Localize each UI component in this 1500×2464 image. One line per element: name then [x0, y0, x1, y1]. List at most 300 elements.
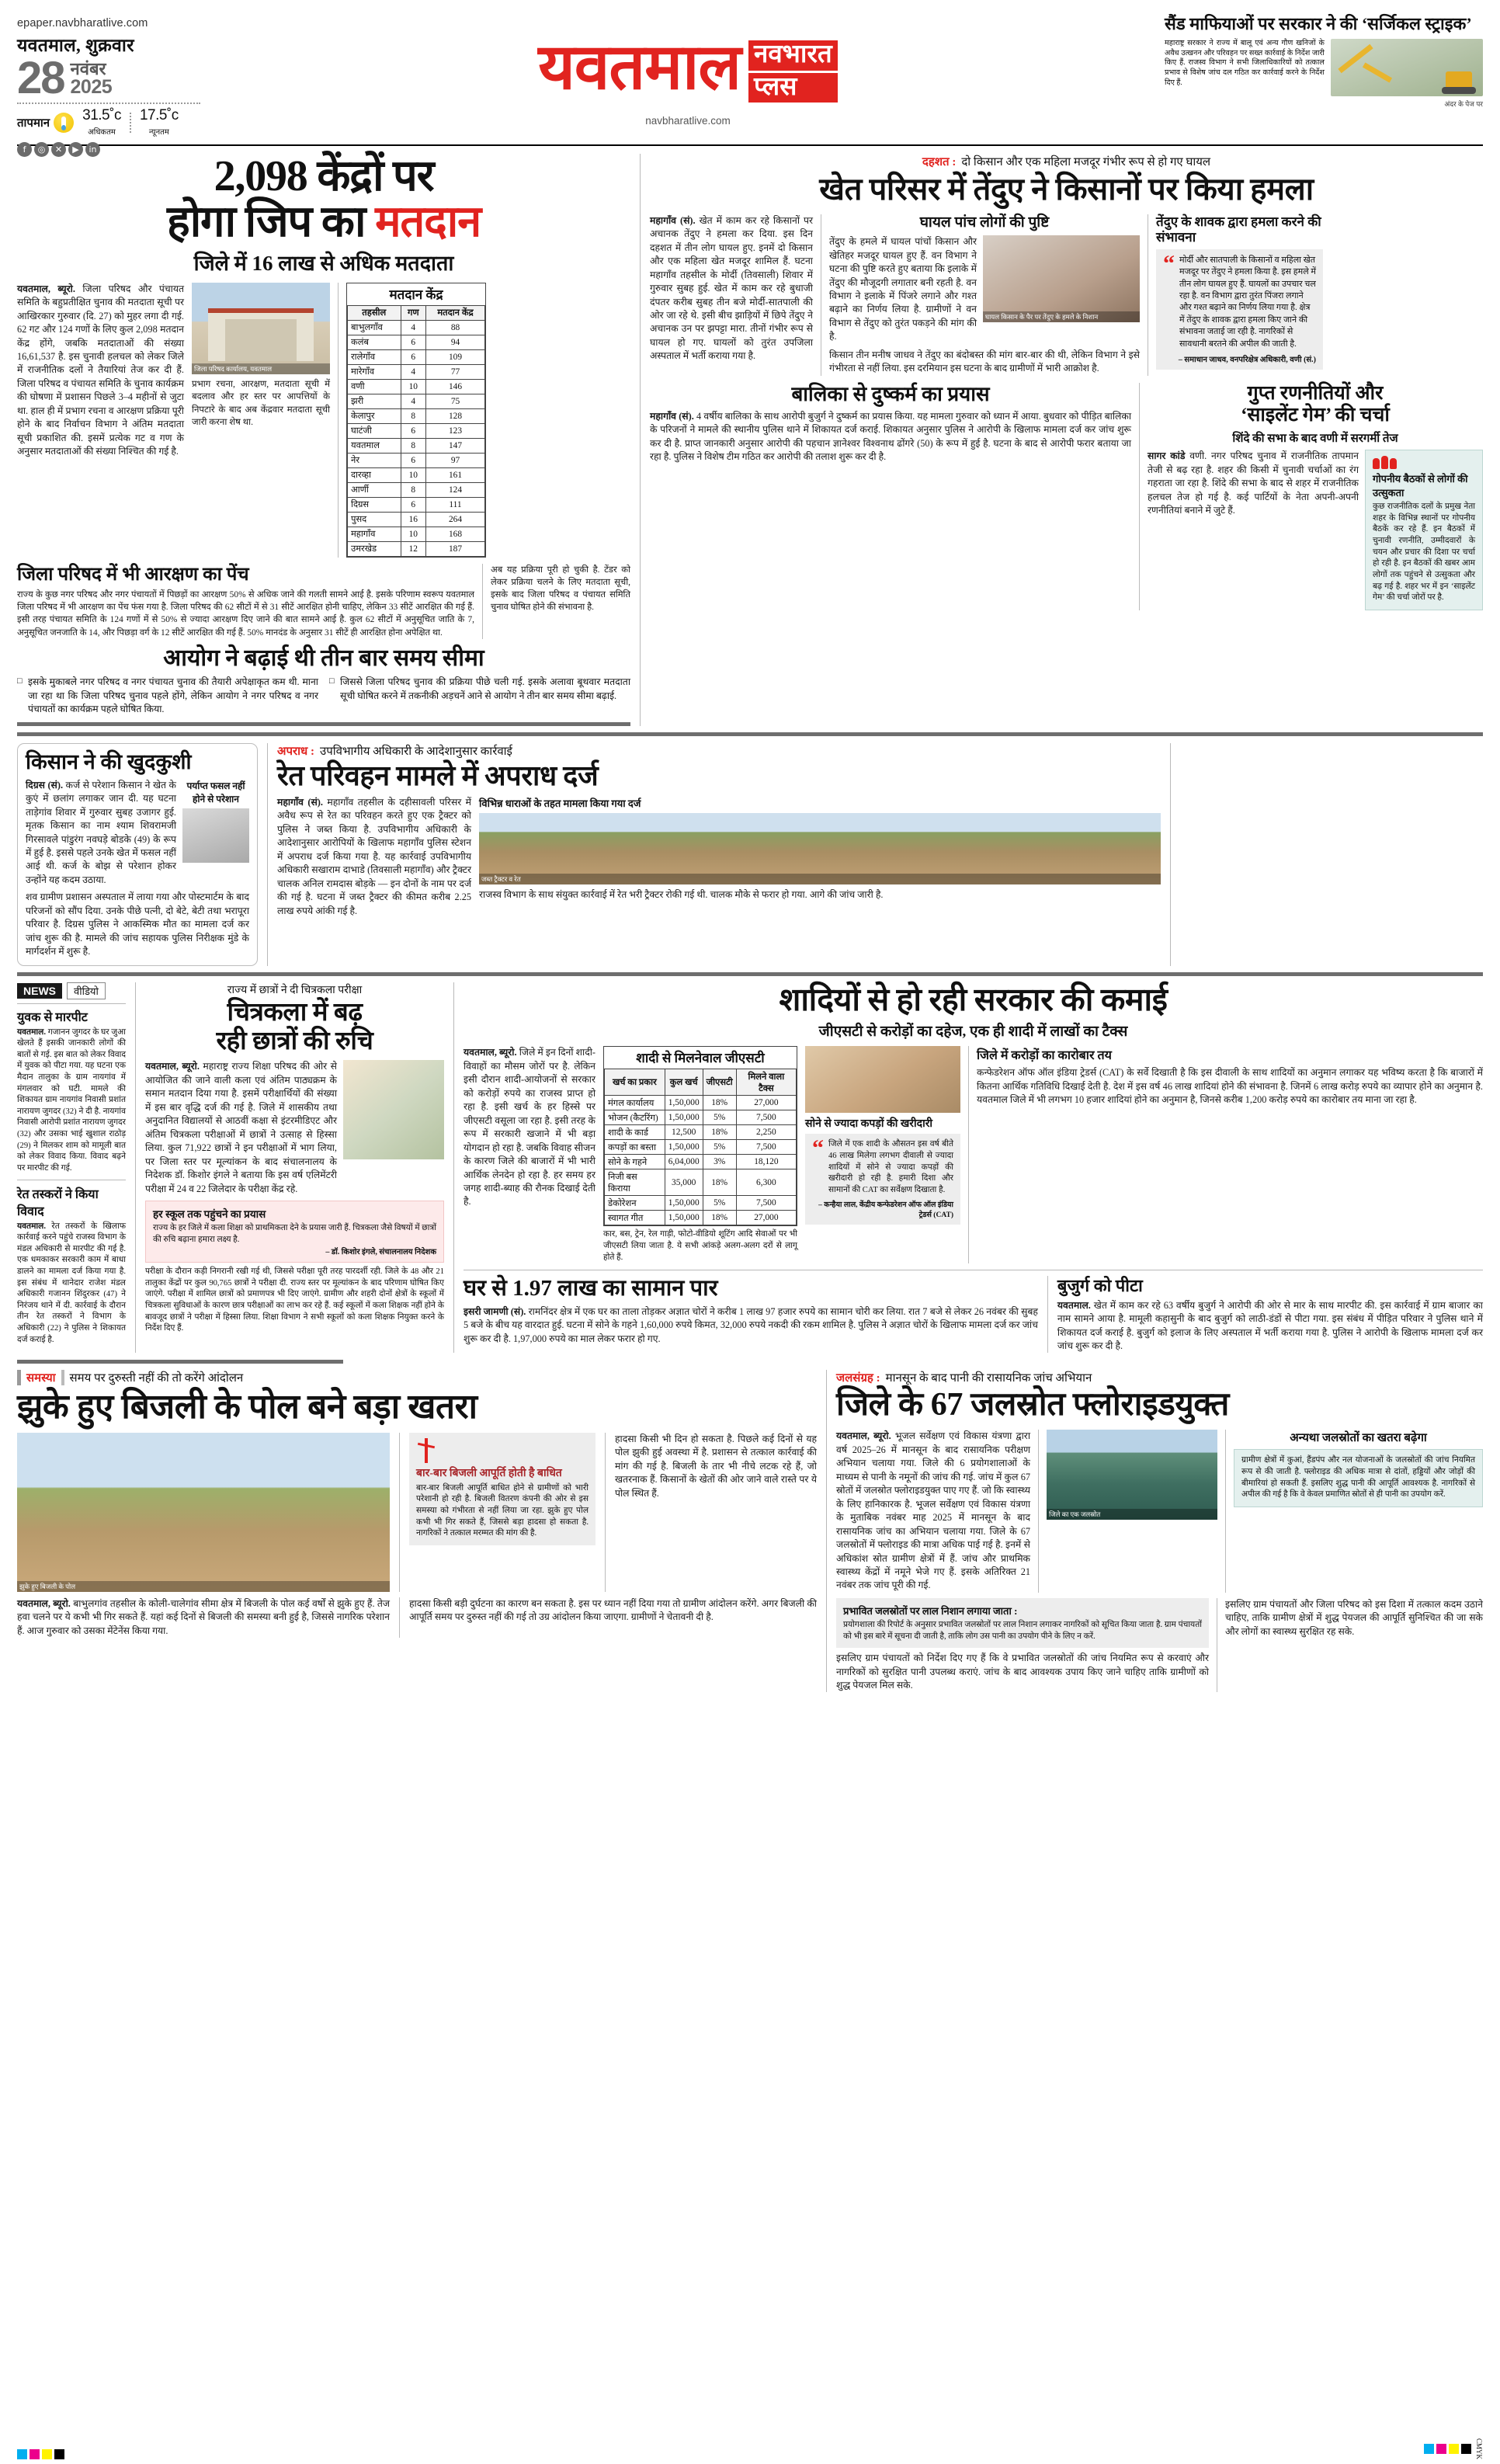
gold-title[interactable]: सोने से ज्यादा कपड़ों की खरीदारी — [805, 1118, 933, 1131]
photo-caption: झुके हुए बिजली के पोल — [17, 1581, 390, 1592]
table-cell: 18% — [703, 1125, 736, 1140]
table-title: शादी से मिलनेवाल जीएसटी — [636, 1051, 765, 1066]
table-row — [348, 541, 485, 556]
kicker-tag: अपराध : — [277, 745, 314, 758]
power-kicker — [17, 1370, 817, 1385]
leopard-quote-box — [1156, 249, 1323, 370]
table-cell: 5% — [703, 1140, 736, 1155]
masthead-logo — [211, 14, 1165, 127]
table-row — [605, 1096, 797, 1110]
instagram-icon[interactable]: ◎ — [34, 142, 49, 157]
date-year: 2025 — [70, 76, 113, 98]
table-cell: 12 — [401, 541, 426, 556]
table-row — [348, 497, 485, 512]
gst-right-title[interactable]: जिले में करोड़ों का कारोबार तय — [977, 1049, 1112, 1063]
promo-headline[interactable]: सैंड माफियाओं पर सरकार ने की ‘सर्जिकल स्ट्राइक’ — [1165, 14, 1472, 33]
table-cell: दिग्रस — [348, 497, 401, 512]
power-box — [409, 1433, 595, 1545]
silent-game-body: सागर कांडे वणी. नगर परिषद चुनाव में राजनीतिक तापमान तेजी से बढ़ रहा है. शहर की किसी में चुनावी चर्चाओं का रंग गहराता जा रहा है. शिंदे की सभा के बाद से शहर में राजनीतिक हलचल तेज हो गई है. कई पार्टियों के नेता अपनी-अपनी रणनीतियां बनाने में जुटे हैं. — [1148, 450, 1359, 516]
leopard-mid-body: तेंदुए के हमले में घायल पांचों किसान और खेतिहर मजदूर घायल हुए हैं. वन विभाग ने घटना की पुष्टि करते हुए बताया कि इलाके में तेंदुए की मौजूदगी लगातार बनी रहती है. वन विभाग ने इलाके में पिंजरे लगाने और गश्त बढ़ाने का निर्णय लिया है. ग्रामीणों ने वन विभाग से तेंदुए को तुरंत पकड़ने की मांग की है. — [829, 236, 977, 342]
table-cell: 12,500 — [665, 1125, 703, 1140]
quote-title: हर स्कूल तक पहुंचने का प्रयास — [153, 1208, 266, 1221]
quote-attribution: – कन्हैया लाल, केंद्रीय कन्फेडरेशन ऑफ ऑल इंडिया ट्रेडर्स (CAT) — [818, 1201, 953, 1219]
cmyk-swatch — [17, 2449, 27, 2459]
gst-table — [603, 1046, 797, 1226]
leopard-right-title[interactable]: तेंदुए के शावक द्वारा हमला करने की संभावना — [1156, 214, 1321, 245]
table-row — [605, 1169, 797, 1196]
power-tower-icon — [416, 1438, 436, 1463]
table-cell: 8 — [401, 408, 426, 423]
reservation-body: राज्य के कुछ नगर परिषद और नगर पंचायतों में पिछड़ों का आरक्षण 50% से अधिक जाने की गलती सामने आई है. इसके परिणाम स्वरूप यवतमाल जिला परिषद में भी आरक्षण का पेंच फंस गया है. जिला परिषद की 62 सीटों में से 31 सीटें आरक्षित होनी चाहिए, लेकिन 33 सीटें आरक्षित की गई हैं. इसी तरह पंचायत समिति के 124 गणों में से 50% से ज्यादा आरक्षण दिए जाने की बात सामने आई है. कुल 62 सीटों में अनुसूचित जाति के 7, अनुसूचित जनजाति के 14, और पिछड़ा वर्ग के 12 सीटें आरक्षित की गई हैं. 50% मानदंड के अनुसार 31 सीटें ही आरक्षित होना अपेक्षित था. — [17, 590, 474, 638]
farmer-suicide-headline[interactable]: किसान ने की खुदकुशी — [26, 749, 192, 773]
farmer-suicide-body-2: शव ग्रामीण प्रशासन अस्पताल में लाया गया और पोस्टमार्टम के बाद परिजनों को सौंप दिया. उनके पीछे पत्नी, दो बेटे, बेटी तथा भरापूरा परिवार है. दिग्रस पुलिस ने आकस्मिक मौत का मामला दर्ज कर जांच शुरू की है. मामले की जांच सहायक पुलिस निरीक्षक मुंडे के मार्गदर्शन में शुरू है. — [26, 891, 249, 957]
dateline: दिग्रस (सं). — [26, 779, 64, 791]
table-cell: 6 — [401, 497, 426, 512]
art-exam-body: यवतमाल, ब्यूरो. महाराष्ट्र राज्य शिक्षा परिषद की ओर से आयोजित की जाने वाली कला एवं अंतिम पाठ्यक्रम के समान मतदान दिया गया है. इसमें परीक्षार्थियों की संख्या में इस बार वृद्धि दर्ज की गई है. जिले में शासकीय तथा अनुदानित विद्यालयों से आठवीं कक्षा से इंटरमीडिएट और अंतिम चित्रकला परीक्षाओं में छात्रों ने उत्साह से हिस्सा लिया. कुल 71,922 छात्रों ने इन परीक्षाओं में भाग लिया, पर जिला स्तर पर मूल्यांकन के बाद संचालनालय के निदेशक डॉ. किशोर इंगले ने बताया कि इस वर्ष एलिमेंटरी परीक्षा में 24 व 22 जिलेदार के परीक्षा केंद्र रहे. — [145, 1061, 337, 1194]
table-cell: यवतमाल — [348, 438, 401, 453]
table-cell: 7,500 — [736, 1140, 796, 1155]
silent-game-subhead: शिंदे की सभा के बाद वणी में सरगर्मी तेज — [1232, 433, 1398, 446]
table-cell: 6 — [401, 423, 426, 438]
brand-plus: प्लस — [748, 73, 838, 103]
quote-attribution: – डॉ. किशोर इंगले, संचालनालय निदेशक — [325, 1248, 436, 1257]
table-cell: पुसद — [348, 512, 401, 527]
bottom-zone — [17, 1370, 1483, 1692]
table-cell: 147 — [426, 438, 485, 453]
table-cell: कलंब — [348, 335, 401, 349]
cmyk-swatch — [1436, 2444, 1446, 2454]
art-exam-body-2: परीक्षा के दौरान कड़ी निगरानी रखी गई थी, जिससे परीक्षा पूरी तरह पारदर्शी रही. जिले के 48 और 21 तालुका केंद्रों पर कुल 90,765 छात्रों ने परीक्षा दी. राज्य स्तर पर मूल्यांकन के बाद परिणाम घोषित किए जाएंगे. परीक्षा में शामिल छात्रों को प्रमाणपत्र भी दिए जाएंगे. ग्रामीण और शहरी दोनों क्षेत्रों के स्कूलों में चित्रकला सुविधाओं के कारण छात्र परीक्षाओं का लाभ कर रहे हैं. कई स्कूलों में कला शिक्षक नहीं होने के बावजूद छात्रों ने परीक्षा में हिस्सा लिया. शिक्षा विभाग ने सभी स्कूलों को कला शिक्षक नियुक्त करने के निर्देश दिए हैं. — [145, 1267, 444, 1333]
box-title: प्रभावित जलस्रोतों पर लाल निशान लगाया जाता : — [843, 1604, 1018, 1617]
girl-case-column — [1180, 743, 1483, 966]
box-body: बार-बार बिजली आपूर्ति बाधित होने से ग्रामीणों को भारी परेशानी हो रही है. बिजली वितरण कंपनी की ओर से इस समस्या को गंभीरता से नहीं लिया जा रहा. झुके हुए पोल कभी भी गिर सकते हैं, जिससे बड़ा हादसा हो सकता है. नागरिकों ने तत्काल मरम्मत की मांग की है. — [416, 1483, 589, 1538]
column-divider — [135, 982, 136, 1354]
farmer-suicide-body: दिग्रस (सं). कर्ज से परेशान किसान ने खेत के कुएं में छलांग लगाकर जान दी. यह घटना ताड़ेगांव शिवार में गुरुवार सुबह उजागर हुई. मृतक किसान का नाम श्याम शिवरामजी गिरसावले पांडुरंग नवघड़े बोडके (49) के रूप में हुई है. इससे पहले उनके खेत में फसल नहीं आई थी. कर्ज के बोझ से परेशान होकर उन्होंने यह कदम उठाया. — [26, 779, 176, 885]
leopard-mid-body-2: किसान तीन मनीष जाधव ने तेंदुए का बंदोबस्त की मांग बार-बार की थी, लेकिन विभाग ने इसे गंभीरता से नहीं लिया. इस दरमियान इस घटना के बाद ग्रामीणों में भारी आक्रोश है. — [829, 349, 1140, 374]
table-cell: केलापुर — [348, 408, 401, 423]
table-column-header: कुल खर्च — [665, 1069, 703, 1096]
dateline: महागाँव (सं). — [650, 410, 694, 422]
table-cell: झरी — [348, 394, 401, 408]
dateline: महागाँव (सं). — [650, 214, 696, 226]
lead-body: यवतमाल, ब्यूरो. जिला परिषद और पंचायत समिति के बहुप्रतीक्षित चुनाव की मतदाता सूची पर आखिरकार गुरुवार (दि. 27) को मुहर लगा दी गई. 62 गट और 124 गणों के लिए कुल 2,098 मतदान केंद्र होंगे, जबकि मतदाताओं की संख्या 16,61,537 है. इस चुनावी हलचल को लेकर जिले में राजनीतिक दलों ने तैयारियां तेज कर दी हैं. जिला परिषद व पंचायत समिति के चुनाव कार्यक्रम की घोषणा में प्रशासन पिछले 3–4 महीनों से जुटा था. हाल ही में प्रभाग रचना व आरक्षण प्रक्रिया पूरी होने के बाद निर्वाचन विभाग ने अंतिम मतदाता सूची प्रकाशित की. इसमें प्रत्येक गट व गण के अनुसार मतदाताओं की संख्या निश्चित की गई है. — [17, 283, 185, 457]
news-label: NEWS — [17, 983, 62, 999]
sand-photo-tractor — [479, 813, 1161, 884]
table-cell: 35,000 — [665, 1169, 703, 1196]
art-exam-kicker: राज्य में छात्रों ने दी चित्रकला परीक्षा — [227, 984, 363, 996]
table-row — [348, 482, 485, 497]
bullet-item: □ जिससे जिला परिषद चुनाव की प्रक्रिया पीछे चली गई. इसके अलावा बूथवार मतदाता सूची घोषित करने में तकनीकी अड़चनें आने से आयोग ने तीन बार समय सीमा बढ़ाई. — [329, 676, 630, 716]
table-cell: 97 — [426, 453, 485, 467]
power-poles-story — [17, 1370, 817, 1692]
table-cell: 4 — [401, 394, 426, 408]
table-cell: कपड़ों का बस्ता — [605, 1140, 665, 1155]
farmer-photo — [182, 808, 249, 863]
reservation-footer: अब यह प्रक्रिया पूरी हो चुकी है. टेंडर को लेकर प्रक्रिया चलने के लिए मतदाता सूची, इसके बाद जिला परिषद व पंचायत समिति चुनाव घोषित होने की संभावना है. — [491, 565, 630, 613]
kicker-bar — [17, 1370, 21, 1385]
power-body: यवतमाल, ब्यूरो. बाभुलगांव तहसील के कोली-चालेगांव सीमा क्षेत्र में बिजली के पोल कई वर्षों से झुके हुए हैं. तेज हवा चलने पर ये कभी भी गिर सकते हैं. यहां कई दिनों से बिजली की समस्या बनी हुई है, जिससे नागरिक परेशान हैं. आज गुरुवार को उसका मेंटेनेंस किया गया. — [17, 1597, 391, 1636]
dateline: इसरी जामणी (सं). — [464, 1305, 526, 1317]
table-row — [605, 1110, 797, 1125]
leopard-headline[interactable]: खेत परिसर में तेंदुए ने किसानों पर किया हमला — [819, 172, 1314, 207]
reservation-subhead[interactable]: जिला परिषद में भी आरक्षण का पेंच — [17, 564, 249, 585]
table-cell: डेकोरेशन — [605, 1196, 665, 1211]
zone-divider — [17, 732, 1483, 736]
brief-body-2: यवतमाल. रेत तस्करों के खिलाफ कार्रवाई करने पहुंचे राजस्व विभाग के मंडल अधिकारी से मारपीट की गई है. एक धमकाकर सरकारी काम में बाधा डालने का मामला दर्ज किया गया है. इस संबंध में थानेदार राजेश मंडल अधिकारी गजानन शिंदुरकर (47) ने निरंजय थाने में दी. कार्रवाई के दौरान तीन रेत तस्करों ने विभाग के अधिकारी (22) ने पुलिस ने शिकायत दर्ज कराई है. — [17, 1222, 126, 1344]
column-divider — [453, 982, 454, 1354]
dateline: यवतमाल, ब्यूरो. — [464, 1047, 517, 1058]
cmyk-swatch — [1461, 2444, 1471, 2454]
commission-box-headline[interactable]: आयोग ने बढ़ाई थी तीन बार समय सीमा — [163, 645, 484, 671]
table-cell: 1,50,000 — [665, 1211, 703, 1225]
kicker-text: दो किसान और एक महिला मजदूर गंभीर रूप से हो गए घायल — [961, 156, 1211, 169]
table-cell: 16 — [401, 512, 426, 527]
box-title: गोपनीय बैठकों से लोगों की उत्सुकता — [1373, 473, 1468, 499]
table-cell: 6 — [401, 335, 426, 349]
cmyk-marks-left — [17, 2449, 64, 2459]
table-cell: रालेगाँव — [348, 349, 401, 364]
table-cell: दारव्हा — [348, 467, 401, 482]
thermometer-icon — [54, 113, 74, 133]
table-column-header: खर्च का प्रकार — [605, 1069, 665, 1096]
epaper-url[interactable]: epaper.navbharatlive.com — [17, 17, 148, 30]
gst-note: कार, बस, ट्रेन, रेल गाड़ी, फोटो-वीडियो शूटिंग आदि सेवाओं पर भी जीएसटी लिया जाता है. ये सभी आंकड़े अलग-अलग दरों से लागू होते हैं. — [603, 1230, 797, 1262]
photo-caption: घायल किसान के पैर पर तेंदुए के हमले के निशान — [983, 311, 1140, 322]
temperature-label: तापमान — [17, 117, 50, 130]
leopard-mid-title[interactable]: घायल पांच लोगों की पुष्टि — [919, 214, 1050, 231]
wedding-gst-story — [464, 982, 1483, 1354]
table-cell: 4 — [401, 320, 426, 335]
lead-story — [17, 154, 630, 726]
box-body: कुछ राजनीतिक दलों के प्रमुख नेता शहर के विभिन्न स्थानों पर गोपनीय बैठकें कर रहे हैं. इन बैठकों में चुनावी रणनीति, उम्मीदवारों के चयन और प्रचार की दिशा पर चर्चा हो रही है. इन बैठकों की खबर आम लोगों तक पहुंचने से उत्सुकता और बढ़ गई है. शहर भर में इन ‘साइलेंट गेम’ की चर्चा जोरों पर है. — [1373, 502, 1475, 603]
quote-body: राज्य के हर जिले में कला शिक्षा को प्राथमिकता देने के प्रयास जारी हैं. चित्रकला जैसे विषयों में छात्रों की रुचि बढ़ाना हमारा लक्ष्य है. — [153, 1224, 436, 1244]
table-cell: 3% — [703, 1155, 736, 1169]
table-cell: 77 — [426, 364, 485, 379]
wedding-gst-subhead: जीएसटी से करोड़ों का दहेज, एक ही शादी में लाखों का टैक्स — [818, 1023, 1128, 1041]
table-cell: सोने के गहने — [605, 1155, 665, 1169]
dateline: यवतमाल, ब्यूरो. — [17, 1597, 71, 1609]
table-cell: उमरखेड — [348, 541, 401, 556]
power-body-2: हादसा किसी बड़ी दुर्घटना का कारण बन सकता है. इस पर ध्यान नहीं दिया गया तो ग्रामीण आंदोलन करेंगे. अगर बिजली की आपूर्ति समय पर दुरुस्त नहीं की गई तो उग्र आंदोलन किया जाएगा. ग्रामीणों ने चेतावनी दी है. — [409, 1597, 817, 1623]
table-cell: 6,300 — [736, 1169, 796, 1196]
promo-caption[interactable]: अंदर के पेज पर — [1444, 99, 1483, 108]
weather-block — [17, 107, 211, 138]
temp-min-value: 17.5˚c — [139, 107, 179, 124]
table-row — [348, 453, 485, 467]
quote-mark-icon: “ — [1163, 250, 1175, 276]
art-exam-photo — [343, 1060, 444, 1159]
table-row — [348, 467, 485, 482]
table-cell: 187 — [426, 541, 485, 556]
polling-centers-table — [346, 283, 486, 558]
power-body-3: हादसा किसी भी दिन हो सकता है. पिछले कई दिनों से यह पोल झुकी हुई अवस्था में है. प्रशासन से तत्काल कार्रवाई की मांग की गई है. बिजली के तार भी नीचे लटक रहे हैं, जो खतरनाक हैं. किसानों के खेतों की ओर जाने वाले रास्ते पर ये पोल स्थित हैं. — [615, 1433, 817, 1499]
date-month: नवंबर — [70, 59, 106, 78]
art-exam-headline[interactable]: चित्रकला में बढ़ रही छात्रों की रुचि — [216, 998, 373, 1055]
lead-headline[interactable]: 2,098 केंद्रों पर होगा जिप का मतदान — [167, 152, 481, 247]
table-row — [348, 527, 485, 541]
table-cell: 4 — [401, 364, 426, 379]
table-cell: 6 — [401, 349, 426, 364]
brief-body-1: यवतमाल. गजानन जुगदर के घर जुआ खेलते हैं इसकी जानकारी लोगों की बातों से गई. इस बात को लेकर विवाद में युवक को पीटा गया. यह घटना एक मैदान तालुका के ग्राम नायगांव में मंगलवार को घटी. मामले की शिकायत ग्राम नायगांव निवासी प्रशांत नारायण जुगदर (32) ने दी है. नायगांव निवासी आरोपी प्रशांत नारायण जुगदर (32) और उसका भाई खुशाल राठोड़ (29) ने मिलकर शाम को मामूली बात को लेकर विवाद किया. विवाद बढ़ने पर मारपीट की गई. — [17, 1027, 126, 1173]
sand-transport-story — [277, 743, 1161, 966]
table-title: मतदान केंद्र — [389, 287, 443, 302]
masthead-promo — [1165, 14, 1483, 109]
table-cell: 109 — [426, 349, 485, 364]
table-cell: 7,500 — [736, 1196, 796, 1211]
photo-caption: जिला परिषद कार्यालय, यवतमाल — [192, 363, 330, 374]
lead-dateline: यवतमाल, ब्यूरो. — [17, 283, 75, 294]
sand-headline[interactable]: रेत परिवहन मामले में अपराध दर्ज — [277, 759, 599, 791]
table-cell: 124 — [426, 482, 485, 497]
cmyk-swatch — [1424, 2444, 1434, 2454]
table-cell: 128 — [426, 408, 485, 423]
table-row — [348, 438, 485, 453]
kicker-bar — [61, 1370, 64, 1385]
table-column-header: गण — [401, 305, 426, 320]
power-headline[interactable]: झुके हुए बिजली के पोल बने बड़ा खतरा — [17, 1388, 477, 1427]
brief-title-2[interactable]: रेत तस्करों ने किया विवाद — [17, 1187, 99, 1218]
facebook-icon[interactable]: f — [17, 142, 32, 157]
youtube-icon[interactable]: ▶ — [68, 142, 83, 157]
table-cell: आर्णी — [348, 482, 401, 497]
brand-navbharat: नवभारत — [748, 40, 838, 71]
news-strip-zone — [17, 982, 1483, 1354]
farmer-suicide-subtitle: पर्याप्त फसल नहीं होने से परेशान — [186, 780, 245, 805]
cmyk-swatch — [1449, 2444, 1459, 2454]
art-exam-story — [145, 982, 444, 1354]
divider — [17, 722, 630, 726]
table-cell: 8 — [401, 438, 426, 453]
quote-text: मोर्दी और सातपाली के किसानों व महिला खेत मजदूर पर तेंदुए ने हमला किया है. इस हमले में तीन लोग घायल हुए हैं. घायलों का उपचार चल रहा है. वन विभाग द्वारा तुरंत पिंजरा लगाने और गश्त बढ़ाने का निर्णय लिया गया है. क्षेत्र में तेंदुए के शावक द्वारा हमला किए जाने की संभावना जताई जा रही है. नागरिकों से सावधानी बरतने की अपील की जाती है. — [1179, 255, 1317, 349]
people-icon — [1373, 456, 1475, 469]
news-brief-column — [17, 982, 126, 1354]
table-cell: 27,000 — [736, 1096, 796, 1110]
lead-subhead: जिले में 16 लाख से अधिक मतदाता — [193, 251, 454, 275]
gst-right-body: कन्फेडरेशन ऑफ ऑल इंडिया ट्रेडर्स (CAT) के सर्वे दिखाती है कि इस दीवाली के साथ शादियों का अनुमान लगाकर यह भविष्य करता है कि बाजारों में कितना आर्थिक गतिविधि दिखाई देती है. देश में इस वर्ष 46 लाख शादियां होने की संभावना है. जिनमें 6 लाख करोड़ रुपये का व्यापार होने का अनुमान है. यवतमाल जिले में भी लगभग 10 हजार शादियां होने का अनुमान है, जिनसे करीब 1,200 करोड़ रुपये का कारोबार तय माना जा रहा है. — [977, 1067, 1483, 1106]
table-cell: 75 — [426, 394, 485, 408]
farmer-suicide-story — [17, 743, 258, 966]
table-cell: 1,50,000 — [665, 1140, 703, 1155]
table-cell: 6,04,000 — [665, 1155, 703, 1169]
top-zone — [17, 154, 1483, 726]
table-header-row — [348, 305, 485, 320]
table-column-header: मतदान केंद्र — [426, 305, 485, 320]
table-row — [605, 1125, 797, 1140]
table-cell: 146 — [426, 379, 485, 394]
fluoride-bottom-body: इसलिए ग्राम पंचायतों को निर्देश दिए गए हैं कि वे प्रभावित जलस्रोतों की जांच नियमित रूप से करवाएं और नागरिकों को सुरक्षित पानी उपलब्ध कराएं. जांच के बाद आवश्यक उपाय किए जाने चाहिए ताकि ग्रामीणों को शुद्ध पेयजल मिल सके. — [836, 1653, 1209, 1691]
dateline: यवतमाल, ब्यूरो. — [836, 1430, 891, 1442]
bullet-item: □ इसके मुकाबले नगर परिषद व नगर पंचायत चुनाव की तैयारी अपेक्षाकृत कम थी. माना जा रहा था कि जिला परिषद चुनाव पहले होंगे, लेकिन आयोग ने नगर परिषद व नगर पंचायतों का कार्यक्रम पहले घोषित किया. — [17, 676, 318, 716]
kicker-text: समय पर दुरुस्ती नहीं की तो करेंगे आंदोलन — [69, 1372, 244, 1385]
dateline: यवतमाल. — [1057, 1299, 1091, 1311]
wedding-photo — [805, 1046, 960, 1113]
table-cell: वणी — [348, 379, 401, 394]
table-cell: 168 — [426, 527, 485, 541]
fluoride-body: यवतमाल, ब्यूरो. भूजल सर्वेक्षण एवं विकास यंत्रणा द्वारा वर्ष 2025–26 में मानसून के बाद रासायनिक परीक्षण अभियान चलाया गया. जिले की 6 प्रयोगशालाओं के माध्यम से पानी के नमूनों की जांच की गई. जांच में कुल 67 स्रोतों में जलस्रोत फ्लोराइडयुक्त पाए गए हैं. जो कि स्वास्थ्य के लिए हानिकारक है. भूजल सर्वेक्षण एवं विकास यंत्रणा के मुताबिक नवंबर माह 2025 में मानसून के बाद रासायनिक जांच का अभियान चलाया गया. जिले के 67 जलस्रोतों में फ्लोराइड की मात्रा अधिक पाई गई है. इनमें से अधिकांश स्रोत ग्रामीण क्षेत्रों में हैं. जांच और प्राथमिक स्वास्थ्य केंद्रों में नमूने भेजे गए हैं. इसके अतिरिक्त 21 नवंबर तक जांच पूरी की गई. — [836, 1430, 1031, 1591]
kicker-tag: समस्या — [26, 1372, 56, 1385]
fluoride-kicker — [836, 1370, 1483, 1385]
zone-divider — [17, 972, 1483, 976]
cmyk-swatch — [30, 2449, 40, 2459]
leopard-photo-injury — [983, 235, 1140, 322]
wedding-gst-headline[interactable]: शादियों से हो रही सरकार की कमाई — [779, 981, 1168, 1017]
table-cell: 5% — [703, 1110, 736, 1125]
table-column-header: तहसील — [348, 305, 401, 320]
table-row — [348, 364, 485, 379]
table-cell: स्वागत गीत — [605, 1211, 665, 1225]
leopard-body-left: महागाँव (सं). खेत में काम कर रहे किसानों पर अचानक तेंदुए ने हमला कर दिया. इस दिन दहशत में तीन लोग घायल हुए. इनमें दो किसान और एक महिला खेत मजदूर शामिल हैं. घटना महागाँव तहसील के मोर्दी (तिवसाली) शिवार में गुरुवार सुबह हुई. खेत में काम कर रहे बुधाजी दंपतर करीब सुबह तीन बजे मोर्दी-सातपाली की ओर जा रहे थे. इसी बीच झाड़ियों में छिपे तेंदुए ने अचानक उन पर झपट्टा मारा. तीनों गंभीर रूप से घायल हो गए. घायलों को तुरंत उपजिला अस्पताल में भर्ती कराया गया है. — [650, 214, 813, 362]
gold-quote-box — [805, 1134, 960, 1224]
table-row — [348, 320, 485, 335]
table-cell: 10 — [401, 527, 426, 541]
sand-kicker — [277, 743, 1161, 759]
news-badge — [17, 982, 126, 999]
table-cell: 123 — [426, 423, 485, 438]
theft-headline[interactable]: घर से 1.97 लाख का सामान पार — [464, 1276, 718, 1302]
table-cell: 1,50,000 — [665, 1110, 703, 1125]
table-cell: निजी बस किराया — [605, 1169, 665, 1196]
column-divider — [640, 154, 641, 726]
table-cell: 8 — [401, 482, 426, 497]
sand-body: महागाँव (सं). महागाँव तहसील के दहीसावली परिसर में अवैध रूप से रेत का परिवहन करते हुए एक ट्रैक्टर को पुलिस ने जब्त किया है. उपविभागीय अधिकारी के आदेशानुसार आरोपियों के खिलाफ महागाँव पुलिस स्टेशन में अपराध दर्ज किया गया है. यह कार्रवाई उपविभागीय अधिकारी सखाराम दाभाडे (तिवसाली महागाँव) और ट्रैक्टर चालक अनिल रामदास बोड़के — इन दोनों के नाम पर दर्ज की गई है. घटना में जब्त ट्रैक्टर की कीमत करीब 2.25 लाख रुपये आंकी गई है. — [277, 796, 472, 916]
table-cell: 18% — [703, 1096, 736, 1110]
promo-text: महाराष्ट्र सरकार ने राज्य में बालू एवं अन्य गौण खनिजों के अवैध उत्खनन और परिवहन पर सख्त कार्रवाई के निर्देश जारी किए हैं. राजस्व विभाग ने सभी जिलाधिकारियों को तत्काल प्रभाव से विशेष जांच दल गठित कर कार्रवाई करने के निर्देश दिए हैं. — [1165, 38, 1325, 87]
date-day: 28 — [17, 53, 64, 103]
silent-game-headline[interactable]: गुप्त रणनीतियों और ‘साइलेंट गेम’ की चर्चा — [1241, 382, 1390, 426]
commission-bullets — [17, 676, 630, 716]
table-cell: भोजन (कैटरिंग) — [605, 1110, 665, 1125]
power-photo-poles — [17, 1433, 390, 1592]
cmyk-label: CMYK — [1475, 2438, 1483, 2459]
website-url[interactable]: navbharatlive.com — [645, 115, 731, 127]
linkedin-icon[interactable]: in — [85, 142, 100, 157]
newspaper-title: यवतमाल — [538, 32, 741, 103]
table-cell: 7,500 — [736, 1110, 796, 1125]
leopard-kicker — [650, 154, 1483, 169]
zone-divider — [17, 1360, 343, 1364]
table-column-header: जीएसटी — [703, 1069, 736, 1096]
video-label[interactable]: वीडियो — [67, 982, 106, 999]
table-cell: 2,250 — [736, 1125, 796, 1140]
art-exam-quote-box — [145, 1201, 444, 1263]
divider — [130, 113, 131, 133]
column-divider — [1170, 743, 1171, 966]
box-title: बार-बार बिजली आपूर्ति होती है बाधित — [416, 1467, 562, 1479]
table-row — [605, 1211, 797, 1225]
promo-photo-excavator — [1331, 39, 1483, 96]
table-row — [348, 394, 485, 408]
table-row — [605, 1140, 797, 1155]
table-cell: नेर — [348, 453, 401, 467]
table-cell: महागाँव — [348, 527, 401, 541]
city-weekday: यवतमाल, शुक्रवार — [17, 36, 134, 55]
table-row — [605, 1155, 797, 1169]
kicker-tag: जलसंग्रह : — [836, 1372, 880, 1385]
table-header-row — [605, 1069, 797, 1096]
cmyk-swatch — [42, 2449, 52, 2459]
secret-meetings-box — [1365, 450, 1483, 610]
kicker-tag: दहशत : — [922, 156, 957, 169]
column-divider — [267, 743, 268, 966]
theft-body: इसरी जामणी (सं). रामनिंदर क्षेत्र में एक घर का ताला तोड़कर अज्ञात चोरों ने करीब 1 लाख 97 हजार रुपये का सामान चोरी कर लिया. रात 7 बजे से लेकर 26 नवंबर की सुबह 5 बजे के बीच यह वारदात हुई. घटना में सोने के गहने 1,60,000 रुपये किमत, 32,000 रुपये नकदी की रकम शामिल है. पुलिस ने अज्ञात चोरों के खिलाफ मामला दर्ज कर जांच शुरू कर दी है. 1,97,000 रुपये का माल लेकर फरार हो गए. — [464, 1305, 1038, 1344]
cmyk-swatch — [54, 2449, 64, 2459]
table-cell: शादी के कार्ड — [605, 1125, 665, 1140]
table-row — [348, 335, 485, 349]
lead-body-2: प्रभाग रचना, आरक्षण, मतदाता सूची में बदलाव और हर स्तर पर आपत्तियों के निपटारे के बाद अब केंद्रवार मतदाता सूची जारी करना शेष था. — [192, 378, 330, 428]
sand-subhead: विभिन्न धाराओं के तहत मामला किया गया दर्ज — [479, 797, 641, 809]
table-cell: 6 — [401, 453, 426, 467]
quote-text: जिले में एक शादी के औसतन इस वर्ष बीते 46 लाख मिलेगा लगभग दीवाली से ज्यादा शादियों में सोने से ज्यादा कपड़ों की खरीदारी हो रही है. हमारी दिशा और सामानों की CAT का सर्वेक्षण दिखाता है. — [828, 1140, 953, 1194]
table-cell: 264 — [426, 512, 485, 527]
masthead-left — [17, 14, 211, 157]
temp-min-label: न्यूनतम — [148, 128, 169, 137]
table-row — [348, 408, 485, 423]
twitter-x-icon[interactable]: ✕ — [51, 142, 66, 157]
masthead-rule — [17, 144, 1483, 146]
lead-photo-zp-office — [192, 283, 330, 374]
fluoride-story — [836, 1370, 1483, 1692]
table-cell: 161 — [426, 467, 485, 482]
right-body: ग्रामीण क्षेत्रों में कुआं, हैंडपंप और नल योजनाओं के जलस्रोतों की जांच नियमित रूप से की जाती है. फ्लोराइड की अधिक मात्रा से दांतों, हड्डियों और जोड़ों की बीमारियां हो सकती हैं. इसलिए शुद्ध पानी की आपूर्ति आवश्यक है. नागरिकों से अपील की गई है कि वे केवल प्रमाणित स्रोतों से ही पानी का उपयोग करें. — [1241, 1456, 1475, 1500]
table-cell: 10 — [401, 379, 426, 394]
table-cell: मंगल कार्यालय — [605, 1096, 665, 1110]
table-cell: 94 — [426, 335, 485, 349]
table-cell: 111 — [426, 497, 485, 512]
table-row — [348, 349, 485, 364]
table-column-header: मिलने वाला टैक्स — [736, 1069, 796, 1096]
table-row — [348, 379, 485, 394]
fluoride-photo-water — [1047, 1430, 1217, 1520]
fluoride-right-box — [1234, 1449, 1483, 1507]
dateline: महागाँव (सं). — [277, 796, 323, 808]
table-cell: 18% — [703, 1211, 736, 1225]
table-cell: 27,000 — [736, 1211, 796, 1225]
middle-zone — [17, 743, 1483, 966]
leopard-story — [650, 154, 1483, 726]
photo-caption: जिले का एक जलस्रोत — [1047, 1509, 1217, 1520]
elder-beaten-body: यवतमाल. खेत में काम कर रहे 63 वर्षीय बुजुर्ग ने आरोपी की ओर से मार के साथ मारपीट की. इस कार्रवाई में ग्राम बाजार का नाम सामने आया है. मामूली कहासुनी के बाद बुजुर्ग को लाठी-डंडों से पीटा गया. इस संबंध में पीड़ित परिवार ने पुलिस थाने में शिकायत दर्ज कराई है. बुजुर्ग को इलाज के लिए अस्पताल में भर्ती कराया गया है. पुलिस ने आरोपी के खिलाफ मामला दर्ज कर जांच शुरू कर दी है. — [1057, 1299, 1483, 1351]
brief-title-1[interactable]: युवक से मारपीट — [17, 1010, 88, 1024]
elder-beaten-headline[interactable]: बुजुर्ग को पीटा — [1057, 1276, 1143, 1296]
fluoride-headline[interactable]: जिले के 67 जलस्रोत फ्लोराइडयुक्त — [836, 1387, 1229, 1423]
temp-max-value: 31.5˚c — [82, 107, 121, 124]
table-cell: घाटंजी — [348, 423, 401, 438]
fluoride-right-title[interactable]: अन्यथा जलस्रोतों का खतरा बढ़ेगा — [1290, 1432, 1427, 1445]
table-row — [605, 1196, 797, 1211]
sand-body-2: राजस्व विभाग के साथ संयुक्त कार्रवाई में रेत भरी ट्रैक्टर रोकी गई थी. चालक मौके से फरार हो गया. आगे की जांच जारी है. — [479, 888, 884, 900]
girl-case-headline[interactable]: बालिका से दुष्कर्म का प्रयास — [791, 382, 990, 405]
table-cell: 1,50,000 — [665, 1096, 703, 1110]
temp-max-label: अधिकतम — [88, 128, 116, 137]
table-row — [348, 423, 485, 438]
table-cell: 5% — [703, 1196, 736, 1211]
table-cell: 88 — [426, 320, 485, 335]
box-body: प्रयोगशाला की रिपोर्ट के अनुसार प्रभावित जलस्रोतों पर लाल निशान लगाकर नागरिकों को सूचित किया जाता है. ग्राम पंचायतों को भी इस बारे में सूचना दी जाती है, ताकि लोग उस पानी का उपयोग पीने के लिए न करें. — [843, 1620, 1202, 1641]
cmyk-marks-right — [1424, 2438, 1483, 2459]
table-cell: मारेगाँव — [348, 364, 401, 379]
fluoride-marker-box — [836, 1598, 1209, 1648]
table-cell: बाभुलगाँव — [348, 320, 401, 335]
table-cell: 18,120 — [736, 1155, 796, 1169]
table-row — [348, 512, 485, 527]
table-cell: 10 — [401, 467, 426, 482]
wedding-gst-body: यवतमाल, ब्यूरो. जिले में इन दिनों शादी-विवाहों का मौसम जोरों पर है. लेकिन इसी दौरान शादी-आयोजनों से सरकार को करोड़ों रुपये का राजस्व प्राप्त हो रहा है. इसी खर्च के हर हिस्से पर जीएसटी वसूला जा रहा है. इसी तरह के रूप में सरकारी खजाने में भी बड़ा योगदान हो रहा है. जबकि विवाह सीजन के कारण जिले की बाजारों में भी भारी आर्थिक लेनदेन हो रहा है. हर समय हर जगह शादी-ब्याह की रौनक दिखाई देती है. — [464, 1047, 596, 1208]
photo-caption: जब्त ट्रैक्टर व रेत — [479, 874, 1161, 884]
column-divider — [826, 1370, 827, 1692]
kicker-text: उपविभागीय अधिकारी के आदेशानुसार कार्रवाई — [319, 745, 512, 758]
masthead — [17, 14, 1483, 155]
quote-attribution: – समाधान जाधव, वनपरिक्षेत्र अधिकारी, वणी (सं.) — [1178, 356, 1316, 365]
